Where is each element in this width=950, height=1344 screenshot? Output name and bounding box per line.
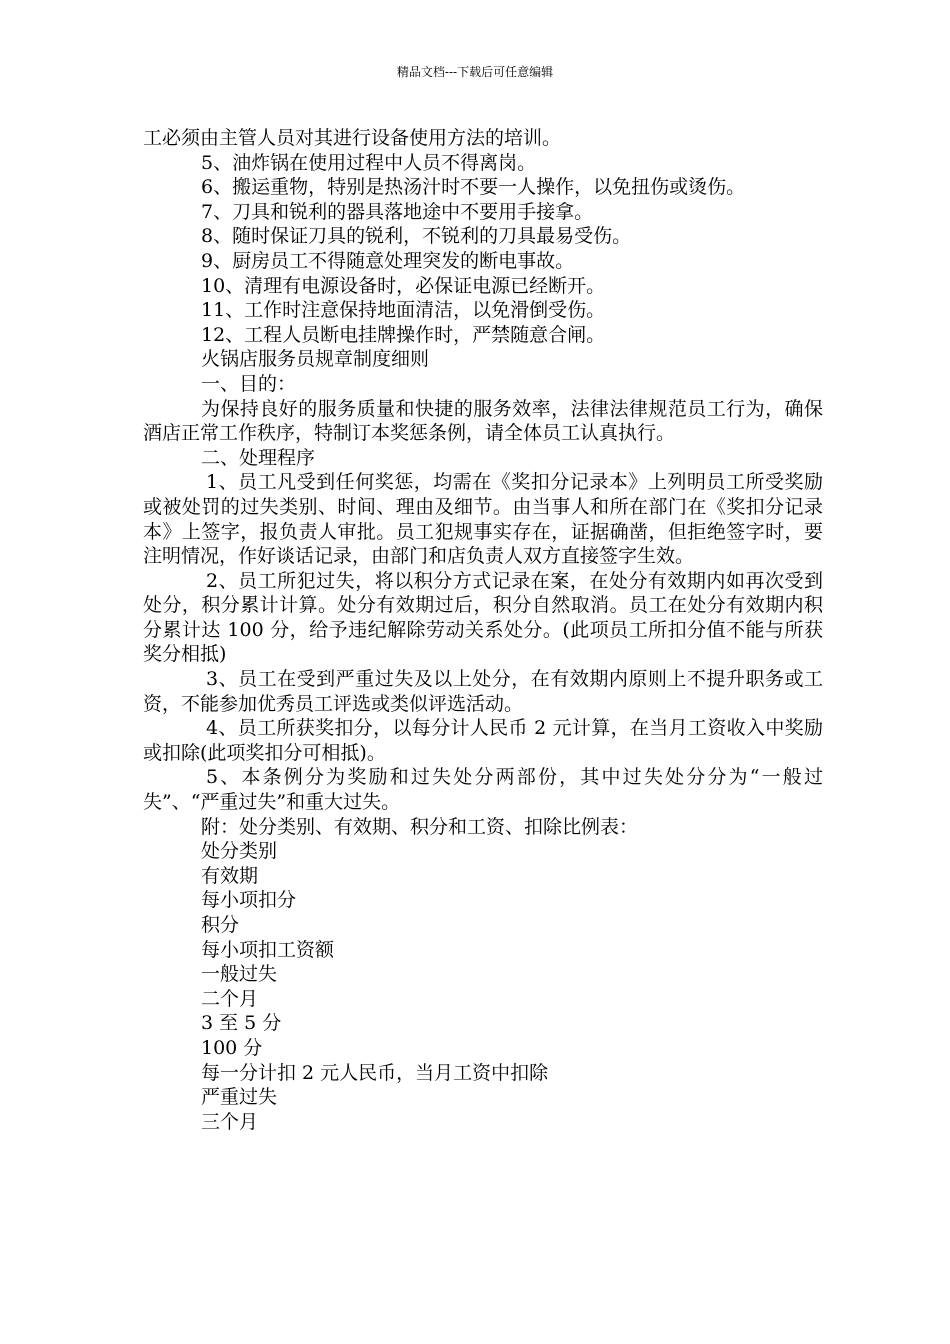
paragraph: 5、油炸锅在使用过程中人员不得离岗。	[201, 151, 537, 174]
paragraph: 2、员工所犯过失，将以积分方式记录在案，在处分有效期内如再次受到处分，积分累计计算。处分有效期过后，积分自然取消。员工在处分有效期内积分累计达 100 分，给予违纪解除劳动关系处分。(此项员工所扣分值不能与所获奖分相抵)	[143, 569, 823, 666]
table-cell: 每一分计扣 2 元人民币，当月工资中扣除	[201, 1061, 549, 1084]
section-title: 火锅店服务员规章制度细则	[201, 348, 430, 371]
paragraph: 1、员工凡受到任何奖惩，均需在《奖扣分记录本》上列明员工所受奖励或被处罚的过失类别、时间、理由及细节。由当事人和所在部门在《奖扣分记录本》上签字，报负责人审批。员工犯规事实存在，证据确凿，但拒绝签字时，要注明情况，作好谈话记录，由部门和店负责人双方直接签字生效。	[143, 471, 823, 568]
table-caption: 附：处分类别、有效期、积分和工资、扣除比例表：	[201, 815, 639, 838]
table-cell: 3 至 5 分	[201, 1012, 282, 1035]
table-cell: 二个月	[201, 987, 259, 1010]
table-cell: 严重过失	[201, 1086, 278, 1109]
table-cell: 每小项扣分	[201, 889, 297, 912]
paragraph: 9、厨房员工不得随意处理突发的断电事故。	[201, 249, 575, 272]
paragraph: 3、员工在受到严重过失及以上处分，在有效期内原则上不提升职务或工资，不能参加优秀员工评选或类似评选活动。	[143, 668, 823, 715]
table-cell: 100 分	[201, 1036, 263, 1059]
table-cell: 积分	[201, 914, 240, 936]
paragraph: 8、随时保证刀具的锐利，不锐利的刀具最易受伤。	[201, 225, 632, 248]
paragraph: 5、本条例分为奖励和过失处分两部份，其中过失处分分为“一般过失”、“严重过失”和重大过失。	[143, 766, 823, 814]
section-heading: 二、处理程序	[201, 446, 316, 469]
paragraph: 7、刀具和锐利的器具落地途中不要用手接拿。	[201, 200, 594, 223]
table-cell: 三个月	[201, 1110, 259, 1133]
page-header: 精品文档---下载后可任意编辑	[396, 65, 554, 79]
document-body	[143, 126, 823, 1134]
paragraph: 4、员工所获奖扣分，以每分计人民币 2 元计算，在当月工资收入中奖励或扣除(此项奖扣分可相抵)。	[143, 717, 823, 764]
section-heading: 一、目的：	[201, 372, 297, 395]
paragraph: 11、工作时注意保持地面清洁，以免滑倒受伤。	[201, 299, 606, 322]
table-cell: 一般过失	[201, 963, 278, 986]
paragraph: 10、清理有电源设备时，必保证电源已经断开。	[201, 274, 606, 297]
table-cell: 处分类别	[201, 840, 278, 863]
paragraph: 12、工程人员断电挂牌操作时，严禁随意合闸。	[201, 323, 606, 346]
paragraph: 工必须由主管人员对其进行设备使用方法的培训。	[143, 127, 562, 149]
paragraph: 6、搬运重物，特别是热汤汁时不要一人操作，以免扭伤或烫伤。	[201, 176, 746, 199]
table-cell: 每小项扣工资额	[201, 938, 335, 961]
table-cell: 有效期	[201, 864, 259, 887]
paragraph: 为保持良好的服务质量和快捷的服务效率，法律法律规范员工行为，确保酒店正常工作秩序，特制订本奖惩条例，请全体员工认真执行。	[143, 397, 823, 445]
